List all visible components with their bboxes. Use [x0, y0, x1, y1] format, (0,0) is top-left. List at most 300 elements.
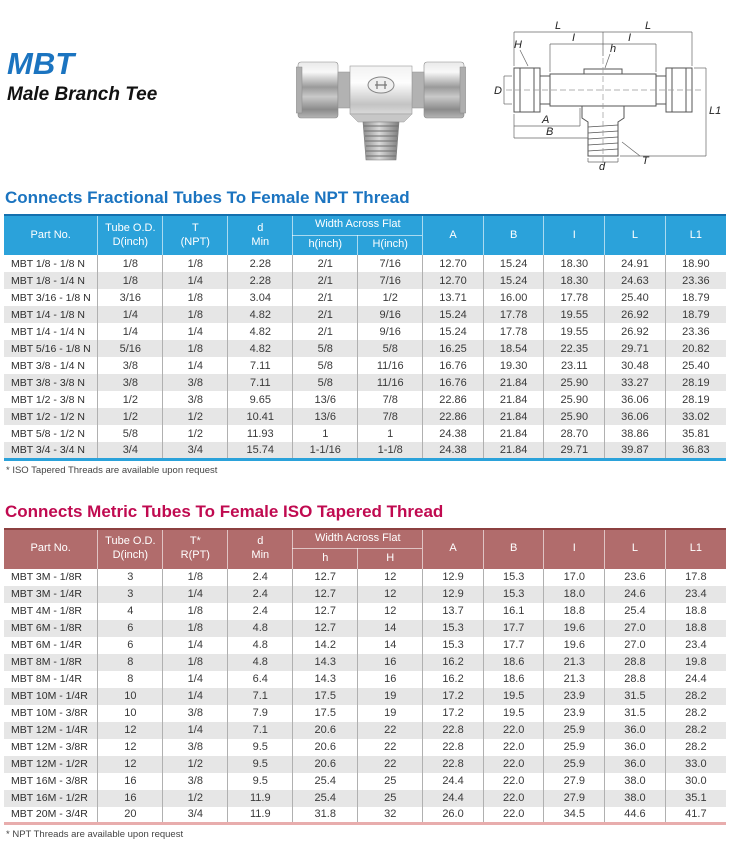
value-cell: 22.35 [544, 340, 605, 357]
value-cell: 21.3 [544, 671, 605, 688]
table-row [4, 586, 726, 603]
value-cell: 16 [98, 773, 163, 790]
value-cell: 19 [358, 705, 423, 722]
value-cell: 1 [358, 425, 423, 442]
value-cell: 25.90 [544, 374, 605, 391]
metric-footnote: * NPT Threads are available upon request [6, 829, 184, 840]
value-cell: 19.8 [665, 654, 726, 671]
value-cell: 17.7 [483, 637, 544, 654]
value-cell: 27.0 [605, 620, 666, 637]
col-tube-od-line2: D(inch) [112, 235, 149, 248]
value-cell: 11/16 [358, 357, 423, 374]
value-cell: 41.7 [665, 807, 726, 824]
value-cell: 3/16 [98, 289, 163, 306]
col-i: I [544, 215, 605, 255]
value-cell: 12.70 [423, 255, 484, 272]
value-cell: 1/4 [98, 306, 163, 323]
value-cell: 17.2 [423, 705, 484, 722]
value-cell: 19.55 [544, 323, 605, 340]
col-b: B [483, 215, 544, 255]
value-cell: 18.30 [544, 272, 605, 289]
part-no-cell: MBT 10M - 3/8R [11, 707, 88, 719]
section-fractional [4, 188, 726, 476]
value-cell: 12 [358, 569, 423, 586]
value-cell: 28.19 [665, 391, 726, 408]
value-cell: 24.4 [423, 773, 484, 790]
value-cell: 25.9 [544, 722, 605, 739]
value-cell: 10 [98, 688, 163, 705]
value-cell: 2/1 [293, 289, 358, 306]
value-cell: 25.4 [293, 790, 358, 807]
value-cell: 19.5 [483, 705, 544, 722]
value-cell: 36.83 [665, 442, 726, 459]
value-cell: 24.38 [423, 442, 484, 459]
value-cell: 1/8 [163, 569, 228, 586]
value-cell: 9.5 [228, 739, 293, 756]
value-cell: 25.9 [544, 739, 605, 756]
value-cell: 1/4 [163, 671, 228, 688]
value-cell: 12.70 [423, 272, 484, 289]
value-cell: 3/4 [98, 442, 163, 459]
value-cell: 3.04 [228, 289, 293, 306]
value-cell: 1/2 [163, 790, 228, 807]
value-cell: 22.8 [423, 739, 484, 756]
value-cell: 7.11 [228, 374, 293, 391]
value-cell: 21.84 [483, 374, 544, 391]
value-cell: 18.79 [665, 289, 726, 306]
product-photo [296, 22, 466, 167]
value-cell: 17.2 [423, 688, 484, 705]
value-cell: 25 [358, 773, 423, 790]
value-cell: 23.6 [605, 569, 666, 586]
value-cell: 3/8 [163, 705, 228, 722]
table-row [4, 357, 726, 374]
part-no-cell: MBT 1/2 - 1/2 N [11, 410, 85, 423]
value-cell: 20 [98, 807, 163, 824]
value-cell: 23.4 [665, 637, 726, 654]
value-cell: 2.4 [228, 569, 293, 586]
value-cell: 1/8 [163, 289, 228, 306]
value-cell: 28.8 [605, 671, 666, 688]
value-cell: 27.9 [544, 790, 605, 807]
value-cell: 16.25 [423, 340, 484, 357]
value-cell: 3/8 [98, 357, 163, 374]
table-row [4, 442, 726, 459]
value-cell: 14 [358, 620, 423, 637]
value-cell: 12 [358, 603, 423, 620]
value-cell: 22.8 [423, 722, 484, 739]
value-cell: 7.1 [228, 688, 293, 705]
col-d-min-line2: Min [251, 549, 270, 561]
part-no-cell: MBT 3/16 - 1/8 N [11, 291, 91, 304]
col-width-across-flat: Width Across Flat [293, 215, 423, 235]
value-cell: 18.8 [665, 603, 726, 620]
value-cell: 20.6 [293, 756, 358, 773]
value-cell: 16.2 [423, 654, 484, 671]
value-cell: 25.4 [293, 773, 358, 790]
table-row [4, 688, 726, 705]
value-cell: 5/16 [98, 340, 163, 357]
value-cell: 1/4 [163, 272, 228, 289]
value-cell: 3/8 [163, 374, 228, 391]
col-l: L [605, 215, 666, 255]
value-cell: 20.6 [293, 739, 358, 756]
part-no-cell: MBT 6M - 1/4R [11, 639, 82, 651]
part-no-cell: MBT 3/4 - 3/4 N [11, 443, 85, 456]
table-row [4, 773, 726, 790]
value-cell: 1/8 [163, 603, 228, 620]
value-cell: 28.2 [665, 705, 726, 722]
value-cell: 8 [98, 671, 163, 688]
value-cell: 1/4 [163, 637, 228, 654]
value-cell: 4.8 [228, 654, 293, 671]
col-d-min-line1: d [257, 535, 264, 548]
value-cell: 22 [358, 756, 423, 773]
value-cell: 3 [98, 586, 163, 603]
page-header [0, 0, 730, 178]
value-cell: 3 [98, 569, 163, 586]
value-cell: 18.8 [544, 603, 605, 620]
table-row [4, 637, 726, 654]
value-cell: 24.6 [605, 586, 666, 603]
value-cell: 21.84 [483, 425, 544, 442]
value-cell: 30.0 [665, 773, 726, 790]
col-l1: L1 [665, 215, 726, 255]
value-cell: 1/2 [163, 756, 228, 773]
value-cell: 23.9 [544, 705, 605, 722]
value-cell: 1/2 [358, 289, 423, 306]
value-cell: 1/8 [98, 255, 163, 272]
value-cell: 1/8 [98, 272, 163, 289]
value-cell: 28.2 [665, 688, 726, 705]
value-cell: 15.24 [423, 306, 484, 323]
value-cell: 12 [98, 722, 163, 739]
part-no-cell: MBT 1/4 - 1/8 N [11, 308, 85, 321]
value-cell: 2.28 [228, 255, 293, 272]
col-d-min [228, 215, 293, 255]
value-cell: 25.9 [544, 756, 605, 773]
product-name: Male Branch Tee [7, 83, 158, 105]
value-cell: 22.0 [483, 756, 544, 773]
value-cell: 24.4 [423, 790, 484, 807]
value-cell: 7/8 [358, 391, 423, 408]
value-cell: 36.06 [605, 391, 666, 408]
value-cell: 1/8 [163, 654, 228, 671]
value-cell: 22.8 [423, 756, 484, 773]
col-waf-h: h(inch) [293, 235, 358, 255]
dim-label-L-right: L [645, 20, 652, 32]
col-thread-line2: (NPT) [180, 235, 210, 248]
part-no-cell: MBT 5/16 - 1/8 N [11, 342, 91, 355]
value-cell: 18.54 [483, 340, 544, 357]
table-row [4, 620, 726, 637]
col-tube-od-line2: D(inch) [112, 549, 149, 561]
value-cell: 15.24 [483, 272, 544, 289]
value-cell: 9.65 [228, 391, 293, 408]
value-cell: 20.82 [665, 340, 726, 357]
value-cell: 17.5 [293, 688, 358, 705]
value-cell: 36.0 [605, 756, 666, 773]
value-cell: 23.4 [665, 586, 726, 603]
value-cell: 7.11 [228, 357, 293, 374]
col-thread [163, 215, 228, 255]
fractional-table-head [4, 215, 726, 255]
value-cell: 5/8 [98, 425, 163, 442]
value-cell: 38.0 [605, 773, 666, 790]
table-row [4, 391, 726, 408]
value-cell: 23.9 [544, 688, 605, 705]
value-cell: 14.2 [293, 637, 358, 654]
value-cell: 19.6 [544, 620, 605, 637]
value-cell: 35.81 [665, 425, 726, 442]
value-cell: 22.0 [483, 790, 544, 807]
value-cell: 12.7 [293, 586, 358, 603]
value-cell: 18.6 [483, 671, 544, 688]
product-photo-image [296, 22, 466, 162]
value-cell: 8 [98, 654, 163, 671]
value-cell: 22 [358, 722, 423, 739]
value-cell: 36.0 [605, 722, 666, 739]
value-cell: 38.0 [605, 790, 666, 807]
value-cell: 1/8 [163, 306, 228, 323]
part-no-cell: MBT 3M - 1/8R [11, 571, 82, 583]
value-cell: 21.84 [483, 391, 544, 408]
value-cell: 18.79 [665, 306, 726, 323]
value-cell: 25.4 [605, 603, 666, 620]
value-cell: 25.90 [544, 408, 605, 425]
col-a: A [423, 215, 484, 255]
fractional-footnote: * ISO Tapered Threads are available upon request [6, 464, 218, 476]
col-tube-od [98, 529, 163, 569]
part-no-cell: MBT 8M - 1/4R [11, 673, 82, 685]
table-row [4, 756, 726, 773]
col-waf-H: H [358, 549, 423, 569]
table-row [4, 340, 726, 357]
part-no-cell: MBT 8M - 1/8R [11, 656, 82, 668]
table-row [4, 289, 726, 306]
value-cell: 22.0 [483, 807, 544, 824]
value-cell: 38.86 [605, 425, 666, 442]
col-d-min [228, 529, 293, 569]
value-cell: 1/8 [163, 340, 228, 357]
value-cell: 15.24 [483, 255, 544, 272]
value-cell: 5/8 [293, 357, 358, 374]
value-cell: 13/6 [293, 391, 358, 408]
value-cell: 23.11 [544, 357, 605, 374]
value-cell: 18.30 [544, 255, 605, 272]
section-metric [4, 502, 726, 841]
value-cell: 34.5 [544, 807, 605, 824]
fractional-table [4, 214, 726, 461]
value-cell: 1/4 [163, 323, 228, 340]
value-cell: 1-1/8 [358, 442, 423, 459]
value-cell: 11.9 [228, 790, 293, 807]
value-cell: 14.3 [293, 654, 358, 671]
dim-label-d: d [599, 161, 606, 170]
table-row [4, 323, 726, 340]
value-cell: 9/16 [358, 323, 423, 340]
dim-label-L1: L1 [709, 105, 722, 117]
value-cell: 9/16 [358, 306, 423, 323]
value-cell: 3/8 [163, 739, 228, 756]
part-no-cell: MBT 1/4 - 1/4 N [11, 325, 85, 338]
brand-block [7, 48, 157, 106]
value-cell: 26.92 [605, 323, 666, 340]
part-no-cell: MBT 1/8 - 1/4 N [11, 274, 85, 287]
part-no-cell: MBT 20M - 3/4R [11, 808, 88, 821]
value-cell: 10.41 [228, 408, 293, 425]
value-cell: 9.5 [228, 756, 293, 773]
value-cell: 12.7 [293, 620, 358, 637]
part-no-cell: MBT 16M - 1/2R [11, 792, 88, 804]
value-cell: 13/6 [293, 408, 358, 425]
value-cell: 6.4 [228, 671, 293, 688]
value-cell: 15.74 [228, 442, 293, 459]
value-cell: 12.9 [423, 586, 484, 603]
col-i: I [544, 529, 605, 569]
value-cell: 23.36 [665, 272, 726, 289]
value-cell: 32 [358, 807, 423, 824]
col-thread-line2: R(PT) [180, 549, 210, 561]
value-cell: 2.4 [228, 603, 293, 620]
value-cell: 33.27 [605, 374, 666, 391]
dim-label-B: B [546, 126, 554, 138]
value-cell: 25.40 [665, 357, 726, 374]
value-cell: 15.3 [483, 586, 544, 603]
value-cell: 22.86 [423, 408, 484, 425]
value-cell: 1/4 [98, 323, 163, 340]
value-cell: 14.3 [293, 671, 358, 688]
value-cell: 4.82 [228, 340, 293, 357]
value-cell: 28.2 [665, 722, 726, 739]
value-cell: 16 [358, 654, 423, 671]
value-cell: 16.76 [423, 357, 484, 374]
value-cell: 17.5 [293, 705, 358, 722]
col-a: A [423, 529, 484, 569]
value-cell: 25.90 [544, 391, 605, 408]
value-cell: 36.06 [605, 408, 666, 425]
value-cell: 3/8 [98, 374, 163, 391]
value-cell: 12.7 [293, 569, 358, 586]
value-cell: 2.4 [228, 586, 293, 603]
value-cell: 16.2 [423, 671, 484, 688]
value-cell: 2/1 [293, 323, 358, 340]
value-cell: 36.0 [605, 739, 666, 756]
value-cell: 3/4 [163, 442, 228, 459]
value-cell: 7/16 [358, 272, 423, 289]
value-cell: 1/2 [98, 408, 163, 425]
col-thread-line1: T* [189, 535, 201, 548]
value-cell: 1/4 [163, 722, 228, 739]
value-cell: 1/4 [163, 586, 228, 603]
part-no-cell: MBT 12M - 1/4R [11, 724, 88, 736]
value-cell: 25.40 [605, 289, 666, 306]
value-cell: 7/8 [358, 408, 423, 425]
part-no-cell: MBT 12M - 3/8R [11, 741, 88, 753]
table-row [4, 705, 726, 722]
dim-label-h: h [610, 43, 617, 55]
dimension-drawing-image [484, 10, 724, 170]
table-row [4, 408, 726, 425]
part-no-cell: MBT 5/8 - 1/2 N [11, 427, 85, 440]
value-cell: 15.3 [483, 569, 544, 586]
value-cell: 9.5 [228, 773, 293, 790]
value-cell: 31.5 [605, 688, 666, 705]
dim-label-I-right: I [628, 32, 632, 44]
value-cell: 3/8 [163, 391, 228, 408]
part-no-cell: MBT 1/2 - 3/8 N [11, 393, 85, 406]
col-thread [163, 529, 228, 569]
value-cell: 26.92 [605, 306, 666, 323]
value-cell: 12.9 [423, 569, 484, 586]
value-cell: 15.3 [423, 620, 484, 637]
metric-table [4, 528, 726, 826]
value-cell: 5/8 [293, 340, 358, 357]
table-row [4, 425, 726, 442]
value-cell: 7/16 [358, 255, 423, 272]
col-part-no: Part No. [4, 529, 98, 569]
fractional-table-body [4, 255, 726, 459]
value-cell: 7.1 [228, 722, 293, 739]
metric-table-body [4, 569, 726, 824]
value-cell: 33.0 [665, 756, 726, 773]
value-cell: 1/4 [163, 688, 228, 705]
value-cell: 26.0 [423, 807, 484, 824]
value-cell: 1 [293, 425, 358, 442]
value-cell: 29.71 [544, 442, 605, 459]
value-cell: 4.8 [228, 620, 293, 637]
value-cell: 44.6 [605, 807, 666, 824]
value-cell: 17.8 [665, 569, 726, 586]
dim-label-I-left: I [572, 32, 576, 44]
value-cell: 39.87 [605, 442, 666, 459]
value-cell: 31.8 [293, 807, 358, 824]
value-cell: 19.5 [483, 688, 544, 705]
value-cell: 18.90 [665, 255, 726, 272]
value-cell: 24.91 [605, 255, 666, 272]
part-no-cell: MBT 3/8 - 1/4 N [11, 359, 85, 372]
value-cell: 1-1/16 [293, 442, 358, 459]
value-cell: 2/1 [293, 255, 358, 272]
value-cell: 4.82 [228, 323, 293, 340]
col-d-min-line1: d [257, 221, 264, 234]
value-cell: 28.70 [544, 425, 605, 442]
col-part-no: Part No. [4, 215, 98, 255]
value-cell: 21.3 [544, 654, 605, 671]
table-row [4, 790, 726, 807]
value-cell: 28.2 [665, 739, 726, 756]
table-row [4, 306, 726, 323]
value-cell: 22.0 [483, 722, 544, 739]
table-row [4, 807, 726, 824]
value-cell: 1/8 [163, 255, 228, 272]
part-no-cell: MBT 12M - 1/2R [11, 758, 88, 770]
section-title-fractional: Connects Fractional Tubes To Female NPT Thread [5, 188, 410, 207]
value-cell: 17.0 [544, 569, 605, 586]
value-cell: 22.86 [423, 391, 484, 408]
value-cell: 4.8 [228, 637, 293, 654]
value-cell: 21.84 [483, 442, 544, 459]
col-tube-od [98, 215, 163, 255]
value-cell: 16 [358, 671, 423, 688]
value-cell: 28.19 [665, 374, 726, 391]
value-cell: 2/1 [293, 272, 358, 289]
value-cell: 27.9 [544, 773, 605, 790]
value-cell: 3/4 [163, 807, 228, 824]
part-no-cell: MBT 3M - 1/4R [11, 588, 82, 600]
col-l: L [605, 529, 666, 569]
value-cell: 27.0 [605, 637, 666, 654]
